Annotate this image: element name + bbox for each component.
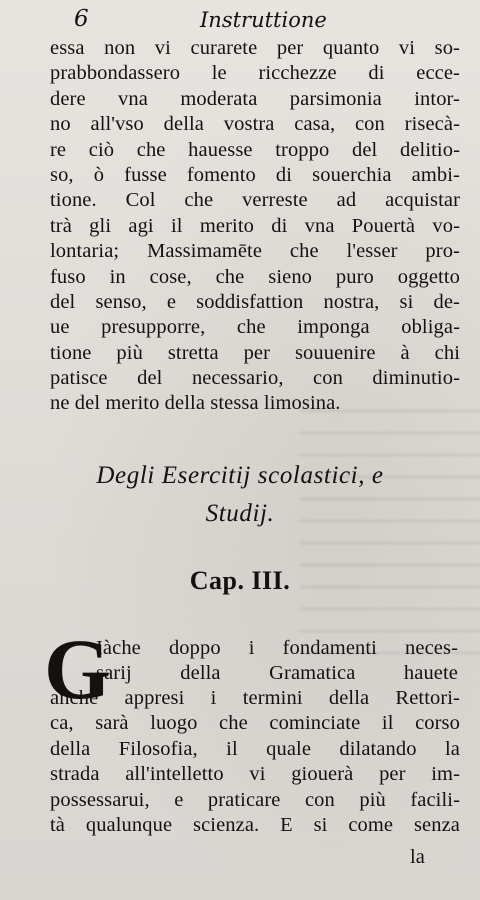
chapter-heading: Cap. III. — [189, 566, 291, 595]
text-line: Iàche doppo i fondamenti neces- — [96, 637, 458, 659]
running-head-title: Instruttione — [200, 8, 327, 32]
paragraph-2-indented — [96, 636, 458, 687]
text-line: tione. Col che verreste ad acquistar — [50, 189, 460, 212]
text-line: trà gli agi il merito di vna Pouertà vo- — [50, 214, 460, 237]
text-line: fuso in cose, che sieno puro oggetto — [50, 265, 460, 288]
text-line: essa non vi curarete per quanto vi so- — [50, 37, 460, 59]
section-title-line-1: Degli Esercitij scolastici, e — [96, 462, 384, 489]
text-line: dere vna moderata parsimonia intor- — [50, 87, 460, 110]
text-line: ue presupporre, che imponga obliga- — [50, 316, 460, 339]
text-line: ca, sarà luogo che cominciate il corso — [50, 712, 460, 735]
catchword: la — [410, 846, 425, 868]
text-line: so, ò fusse fomento di souerchia ambi- — [50, 163, 460, 186]
text-line: anche appresi i termini della Rettori- — [50, 687, 460, 709]
text-line: tà qualunque scienza. E si come senza — [50, 813, 460, 836]
text-line: patisce del necessario, con diminutio- — [50, 367, 460, 390]
text-line: della Filosofia, il quale dilatando la — [50, 737, 460, 760]
text-line: prabbondassero le ricchezze di ecce- — [50, 62, 460, 85]
text-line: ne del merito della stessa limosina. — [50, 392, 341, 415]
paragraph-1 — [50, 36, 460, 417]
paragraph-2 — [50, 686, 460, 838]
text-line: possessarui, e praticare con più facili- — [50, 788, 460, 811]
text-line: no all'vso della vostra casa, con risecà- — [50, 113, 460, 136]
page-number: 6 — [74, 6, 90, 32]
text-line: tione più stretta per souuenire à chi — [50, 341, 460, 364]
running-head — [0, 6, 480, 32]
section-title-line-2: Studij. — [205, 500, 275, 527]
drop-cap: G — [44, 621, 111, 717]
text-line: re ciò che hauesse troppo del delitio- — [50, 138, 460, 161]
text-line: lontaria; Massimamēte che l'esser pro- — [50, 240, 460, 263]
text-line: strada all'intelletto vi giouerà per im- — [50, 763, 460, 786]
ink-bleed-through — [300, 410, 480, 670]
text-line: del senso, e soddisfattion nostra, si de- — [50, 290, 460, 313]
text-line: sarij della Gramatica hauete — [96, 662, 458, 685]
